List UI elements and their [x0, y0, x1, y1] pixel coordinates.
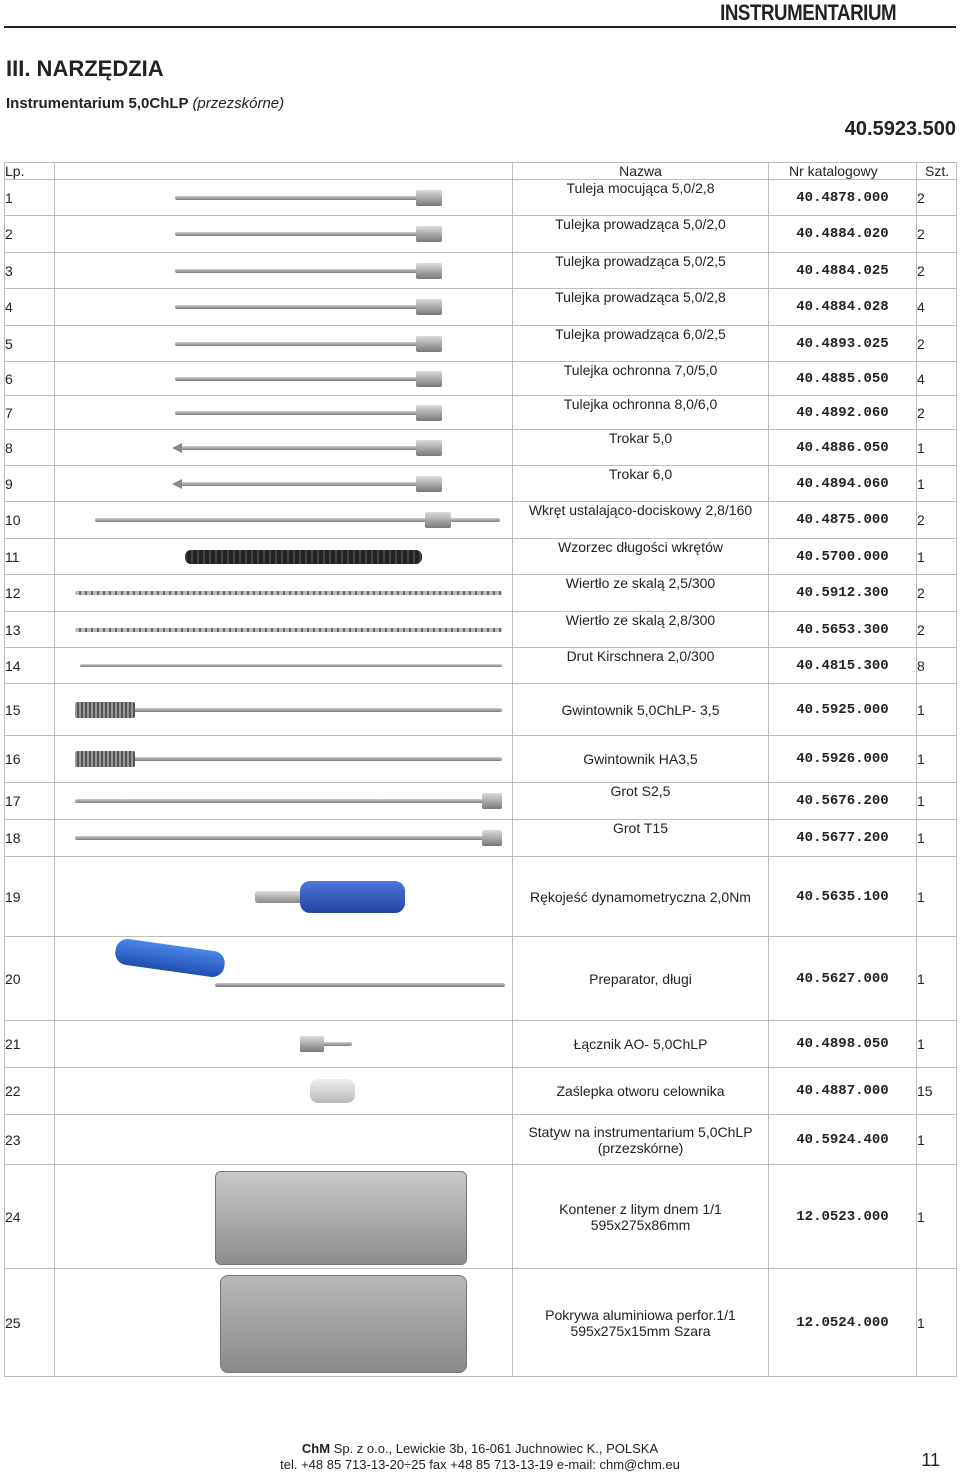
- item-lp: 11: [5, 539, 55, 575]
- item-name: Grot S2,5: [513, 783, 769, 820]
- item-qty: 4: [917, 362, 957, 396]
- item-qty: 1: [917, 1165, 957, 1269]
- item-lp: 3: [5, 253, 55, 289]
- table-row: [5, 857, 957, 937]
- item-lp: 25: [5, 1269, 55, 1377]
- table-row: [5, 430, 957, 466]
- table-row: [5, 736, 957, 783]
- instrument-image-17: [75, 799, 502, 803]
- item-name: Grot T15: [513, 820, 769, 857]
- image-cell: [55, 857, 513, 937]
- instrument-image-14: [80, 664, 502, 667]
- instrument-image-20: [115, 945, 505, 1013]
- item-qty: 1: [917, 466, 957, 502]
- item-catalog: 40.5925.000: [769, 684, 917, 736]
- item-lp: 21: [5, 1021, 55, 1068]
- item-catalog: 40.5700.000: [769, 539, 917, 575]
- item-catalog: 40.5912.300: [769, 575, 917, 612]
- item-qty: 4: [917, 289, 957, 326]
- item-lp: 20: [5, 937, 55, 1021]
- image-cell: [55, 253, 513, 289]
- subtitle-main: Instrumentarium 5,0ChLP: [6, 95, 189, 112]
- item-qty: 2: [917, 253, 957, 289]
- item-name: Trokar 6,0: [513, 466, 769, 502]
- instrument-image-1: [175, 196, 442, 200]
- item-name: Kontener z litym dnem 1/1: [559, 1200, 722, 1217]
- table-row: [5, 1021, 957, 1068]
- item-lp: 14: [5, 648, 55, 684]
- image-cell: [55, 1165, 513, 1269]
- image-cell: [55, 539, 513, 575]
- image-cell: [55, 937, 513, 1021]
- item-catalog: 40.4894.060: [769, 466, 917, 502]
- table-row: [5, 820, 957, 857]
- item-catalog: 40.4815.300: [769, 648, 917, 684]
- image-cell: [55, 1269, 513, 1377]
- instrument-image-15: [75, 708, 502, 712]
- item-name: Preparator, długi: [513, 937, 769, 1021]
- image-cell: [55, 502, 513, 539]
- item-qty: 1: [917, 736, 957, 783]
- instrument-image-19: [255, 881, 405, 913]
- instrument-image-16: [75, 757, 502, 761]
- item-catalog: 40.4892.060: [769, 396, 917, 430]
- instrument-image-10: [95, 518, 500, 522]
- item-catalog: 40.4884.025: [769, 253, 917, 289]
- item-catalog: 40.5635.100: [769, 857, 917, 937]
- item-qty: 2: [917, 180, 957, 216]
- image-cell: [55, 1021, 513, 1068]
- item-qty: 1: [917, 937, 957, 1021]
- item-name: Zaślepka otworu celownika: [513, 1068, 769, 1115]
- item-name: Statyw na instrumentarium 5,0ChLP: [528, 1123, 753, 1140]
- item-lp: 22: [5, 1068, 55, 1115]
- item-qty: 1: [917, 539, 957, 575]
- item-name-line2: 595x275x15mm Szara: [570, 1322, 711, 1339]
- name-cell: [513, 1115, 769, 1165]
- item-name: Pokrywa aluminiowa perfor.1/1: [545, 1306, 736, 1323]
- set-catalog-number: 40.5923.500: [844, 118, 956, 140]
- table-row: [5, 937, 957, 1021]
- instrument-image-22: [310, 1079, 355, 1103]
- item-name: Gwintownik HA3,5: [513, 736, 769, 783]
- table-row: [5, 1115, 957, 1165]
- table-row: [5, 253, 957, 289]
- footer-company: [0, 1441, 960, 1457]
- item-lp: 16: [5, 736, 55, 783]
- image-cell: [55, 783, 513, 820]
- footer-contact: tel. +48 85 713-13-20÷25 fax +48 85 713-13-19 e-mail: chm@chm.eu: [280, 1457, 680, 1472]
- item-qty: 8: [917, 648, 957, 684]
- item-name: Trokar 5,0: [513, 430, 769, 466]
- instrument-image-18: [75, 836, 502, 840]
- image-cell: [55, 396, 513, 430]
- item-lp: 13: [5, 612, 55, 648]
- instrument-image-11: [185, 550, 422, 564]
- item-name: Tulejka prowadząca 5,0/2,8: [513, 289, 769, 326]
- item-lp: 1: [5, 180, 55, 216]
- table-row: [5, 502, 957, 539]
- col-header-lp: Lp.: [5, 163, 55, 180]
- header-rule: [4, 26, 956, 28]
- image-cell: [55, 612, 513, 648]
- table-row: [5, 648, 957, 684]
- item-qty: 2: [917, 575, 957, 612]
- item-qty: 2: [917, 612, 957, 648]
- item-lp: 15: [5, 684, 55, 736]
- table-row: [5, 1165, 957, 1269]
- item-catalog: 40.4887.000: [769, 1068, 917, 1115]
- instrument-image-8: [180, 446, 442, 450]
- image-cell: [55, 466, 513, 502]
- table-row: [5, 539, 957, 575]
- item-name: Gwintownik 5,0ChLP- 3,5: [513, 684, 769, 736]
- table-row: [5, 466, 957, 502]
- item-name: Drut Kirschnera 2,0/300: [513, 648, 769, 684]
- item-lp: 24: [5, 1165, 55, 1269]
- instrument-image-5: [175, 342, 442, 346]
- col-header-qty: Szt.: [917, 163, 957, 180]
- item-name: Wiertło ze skalą 2,8/300: [513, 612, 769, 648]
- instrument-image-6: [175, 377, 442, 381]
- table-row: [5, 575, 957, 612]
- item-lp: 7: [5, 396, 55, 430]
- image-cell: [55, 180, 513, 216]
- table-row: [5, 216, 957, 253]
- item-name-line2: 595x275x86mm: [590, 1216, 691, 1233]
- item-qty: 1: [917, 430, 957, 466]
- item-qty: 1: [917, 1269, 957, 1377]
- item-catalog: 40.5676.200: [769, 783, 917, 820]
- image-cell: [55, 820, 513, 857]
- page-number: 11: [921, 1450, 940, 1470]
- item-name: Rękojeść dynamometryczna 2,0Nm: [513, 857, 769, 937]
- instrument-image-13: [75, 628, 502, 632]
- image-cell: [55, 736, 513, 783]
- item-qty: 1: [917, 820, 957, 857]
- item-name: Tulejka ochronna 7,0/5,0: [513, 362, 769, 396]
- item-lp: 18: [5, 820, 55, 857]
- item-name: Wzorzec długości wkrętów: [513, 539, 769, 575]
- item-name: Tulejka ochronna 8,0/6,0: [513, 396, 769, 430]
- footer: [0, 1441, 960, 1473]
- table-row: [5, 362, 957, 396]
- table-row: [5, 684, 957, 736]
- item-lp: 6: [5, 362, 55, 396]
- subtitle-paren: (przezskórne): [192, 95, 285, 112]
- table-row: [5, 326, 957, 362]
- table-row: [5, 289, 957, 326]
- image-cell: [55, 289, 513, 326]
- item-name: Tuleja mocująca 5,0/2,8: [513, 180, 769, 216]
- item-name-line2: (przezskórne): [597, 1139, 684, 1156]
- item-catalog: 40.4884.020: [769, 216, 917, 253]
- item-lp: 12: [5, 575, 55, 612]
- image-cell: [55, 1115, 513, 1165]
- item-lp: 19: [5, 857, 55, 937]
- item-catalog: 40.4893.025: [769, 326, 917, 362]
- table-row: [5, 1068, 957, 1115]
- item-qty: 1: [917, 684, 957, 736]
- col-header-name: Nazwa: [513, 163, 769, 180]
- instrument-table: [4, 162, 957, 1377]
- item-lp: 4: [5, 289, 55, 326]
- item-lp: 5: [5, 326, 55, 362]
- item-lp: 10: [5, 502, 55, 539]
- item-catalog: 40.5677.200: [769, 820, 917, 857]
- table-row: [5, 1269, 957, 1377]
- item-lp: 2: [5, 216, 55, 253]
- item-qty: 15: [917, 1068, 957, 1115]
- table-row: [5, 783, 957, 820]
- footer-company-bold: ChM: [301, 1441, 331, 1456]
- item-catalog: 40.4884.028: [769, 289, 917, 326]
- name-cell: [513, 1269, 769, 1377]
- image-cell: [55, 648, 513, 684]
- image-cell: [55, 1068, 513, 1115]
- image-cell: [55, 326, 513, 362]
- item-catalog: 40.4886.050: [769, 430, 917, 466]
- item-name: Tulejka prowadząca 6,0/2,5: [513, 326, 769, 362]
- item-catalog: 40.4885.050: [769, 362, 917, 396]
- item-name: Tulejka prowadząca 5,0/2,5: [513, 253, 769, 289]
- item-qty: 2: [917, 502, 957, 539]
- col-header-image: [55, 163, 513, 180]
- item-lp: 9: [5, 466, 55, 502]
- item-qty: 2: [917, 326, 957, 362]
- instrument-image-7: [175, 411, 442, 415]
- item-catalog: 40.5926.000: [769, 736, 917, 783]
- item-qty: 1: [917, 783, 957, 820]
- item-catalog: 40.4875.000: [769, 502, 917, 539]
- item-catalog: 40.4898.050: [769, 1021, 917, 1068]
- item-qty: 1: [917, 1021, 957, 1068]
- instrument-image-21: [300, 1042, 352, 1046]
- item-name: Wkręt ustalająco-dociskowy 2,8/160: [513, 502, 769, 539]
- item-catalog: 40.5924.400: [769, 1115, 917, 1165]
- section-title: III. NARZĘDZIA: [6, 56, 164, 81]
- item-catalog: 40.4878.000: [769, 180, 917, 216]
- instrument-image-25: [220, 1275, 467, 1373]
- item-name: Wiertło ze skalą 2,5/300: [513, 575, 769, 612]
- item-catalog: 12.0523.000: [769, 1165, 917, 1269]
- item-qty: 1: [917, 857, 957, 937]
- item-catalog: 40.5627.000: [769, 937, 917, 1021]
- footer-company-rest: Sp. z o.o., Lewickie 3b, 16-061 Juchnowiec K., POLSKA: [330, 1441, 659, 1456]
- image-cell: [55, 430, 513, 466]
- item-qty: 1: [917, 1115, 957, 1165]
- item-qty: 2: [917, 396, 957, 430]
- item-name: Łącznik AO- 5,0ChLP: [513, 1021, 769, 1068]
- table-row: [5, 396, 957, 430]
- image-cell: [55, 362, 513, 396]
- name-cell: [513, 1165, 769, 1269]
- image-cell: [55, 575, 513, 612]
- instrument-image-12: [75, 591, 502, 595]
- item-lp: 23: [5, 1115, 55, 1165]
- item-catalog: 12.0524.000: [769, 1269, 917, 1377]
- item-lp: 17: [5, 783, 55, 820]
- image-cell: [55, 216, 513, 253]
- table-row: [5, 612, 957, 648]
- item-name: Tulejka prowadząca 5,0/2,0: [513, 216, 769, 253]
- instrument-image-4: [175, 305, 442, 309]
- col-header-catalog: Nr katalogowy: [769, 163, 917, 180]
- header-title: INSTRUMENTARIUM: [719, 0, 896, 25]
- table-header-row: [5, 163, 957, 180]
- instrument-image-2: [175, 232, 442, 236]
- image-cell: [55, 684, 513, 736]
- instrument-image-9: [180, 482, 442, 486]
- instrument-image-24: [215, 1171, 467, 1265]
- item-catalog: 40.5653.300: [769, 612, 917, 648]
- item-qty: 2: [917, 216, 957, 253]
- instrument-image-3: [175, 269, 442, 273]
- subtitle: [6, 95, 284, 112]
- item-lp: 8: [5, 430, 55, 466]
- table-row: [5, 180, 957, 216]
